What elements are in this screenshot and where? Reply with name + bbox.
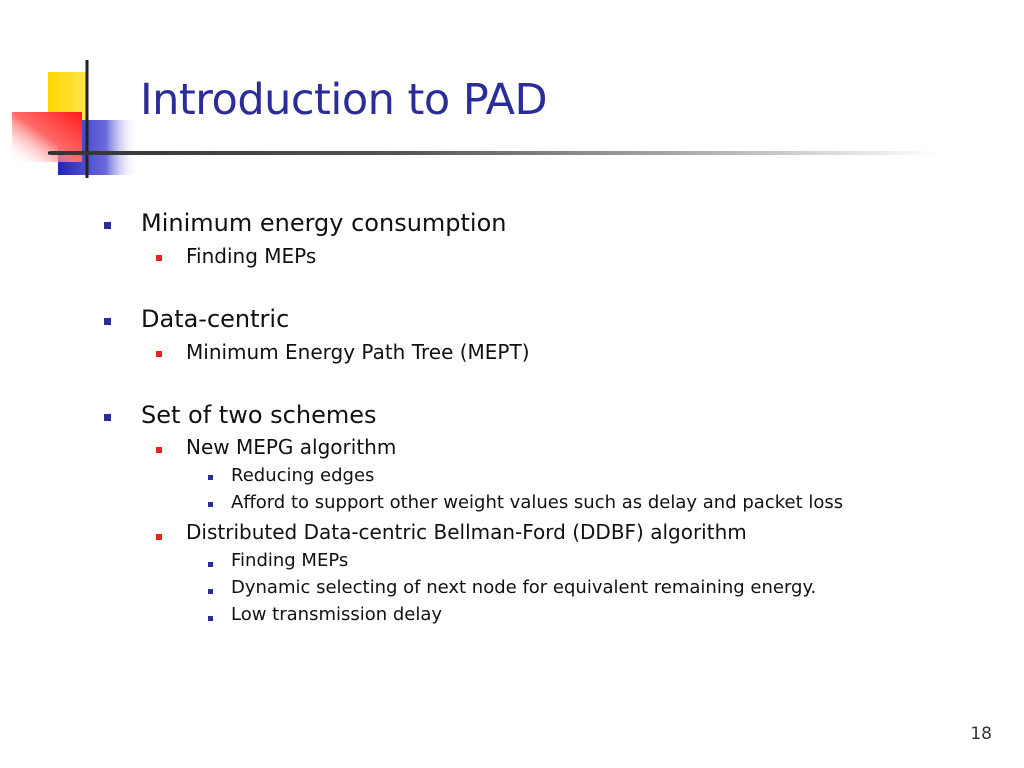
bullet-item-level3: Dynamic selecting of next node for equivalent remaining energy. [231,577,817,598]
slide-title: Introduction to PAD [140,75,548,125]
bullet-marker-level3 [208,502,213,507]
bullet-item-level3: Afford to support other weight values such as delay and packet loss [231,492,844,513]
bullet-marker-level2 [156,534,162,540]
bullet-item-level1: Data-centric [141,305,290,333]
bullet-item-level1: Minimum energy consumption [141,209,507,237]
bullet-item-level3: Finding MEPs [231,550,349,571]
bullet-item-level2: Finding MEPs [186,244,317,268]
page-number: 18 [970,724,992,744]
bullet-marker-level1 [104,414,111,421]
bullet-marker-level2 [156,447,162,453]
bullet-item-level2: New MEPG algorithm [186,435,397,459]
bullet-item-level3: Reducing edges [231,465,375,486]
bullet-item-level1: Set of two schemes [141,401,377,429]
bullet-item-level2: Minimum Energy Path Tree (MEPT) [186,340,530,364]
bullet-marker-level3 [208,475,213,480]
bullet-marker-level3 [208,562,213,567]
bullet-marker-level2 [156,255,162,261]
bullet-marker-level3 [208,589,213,594]
bullet-marker-level1 [104,222,111,229]
bullet-marker-level1 [104,318,111,325]
bullet-item-level3: Low transmission delay [231,604,443,625]
bullet-marker-level3 [208,616,213,621]
bullet-item-level2: Distributed Data-centric Bellman-Ford (DDBF) algorithm [186,520,747,544]
bullet-marker-level2 [156,351,162,357]
